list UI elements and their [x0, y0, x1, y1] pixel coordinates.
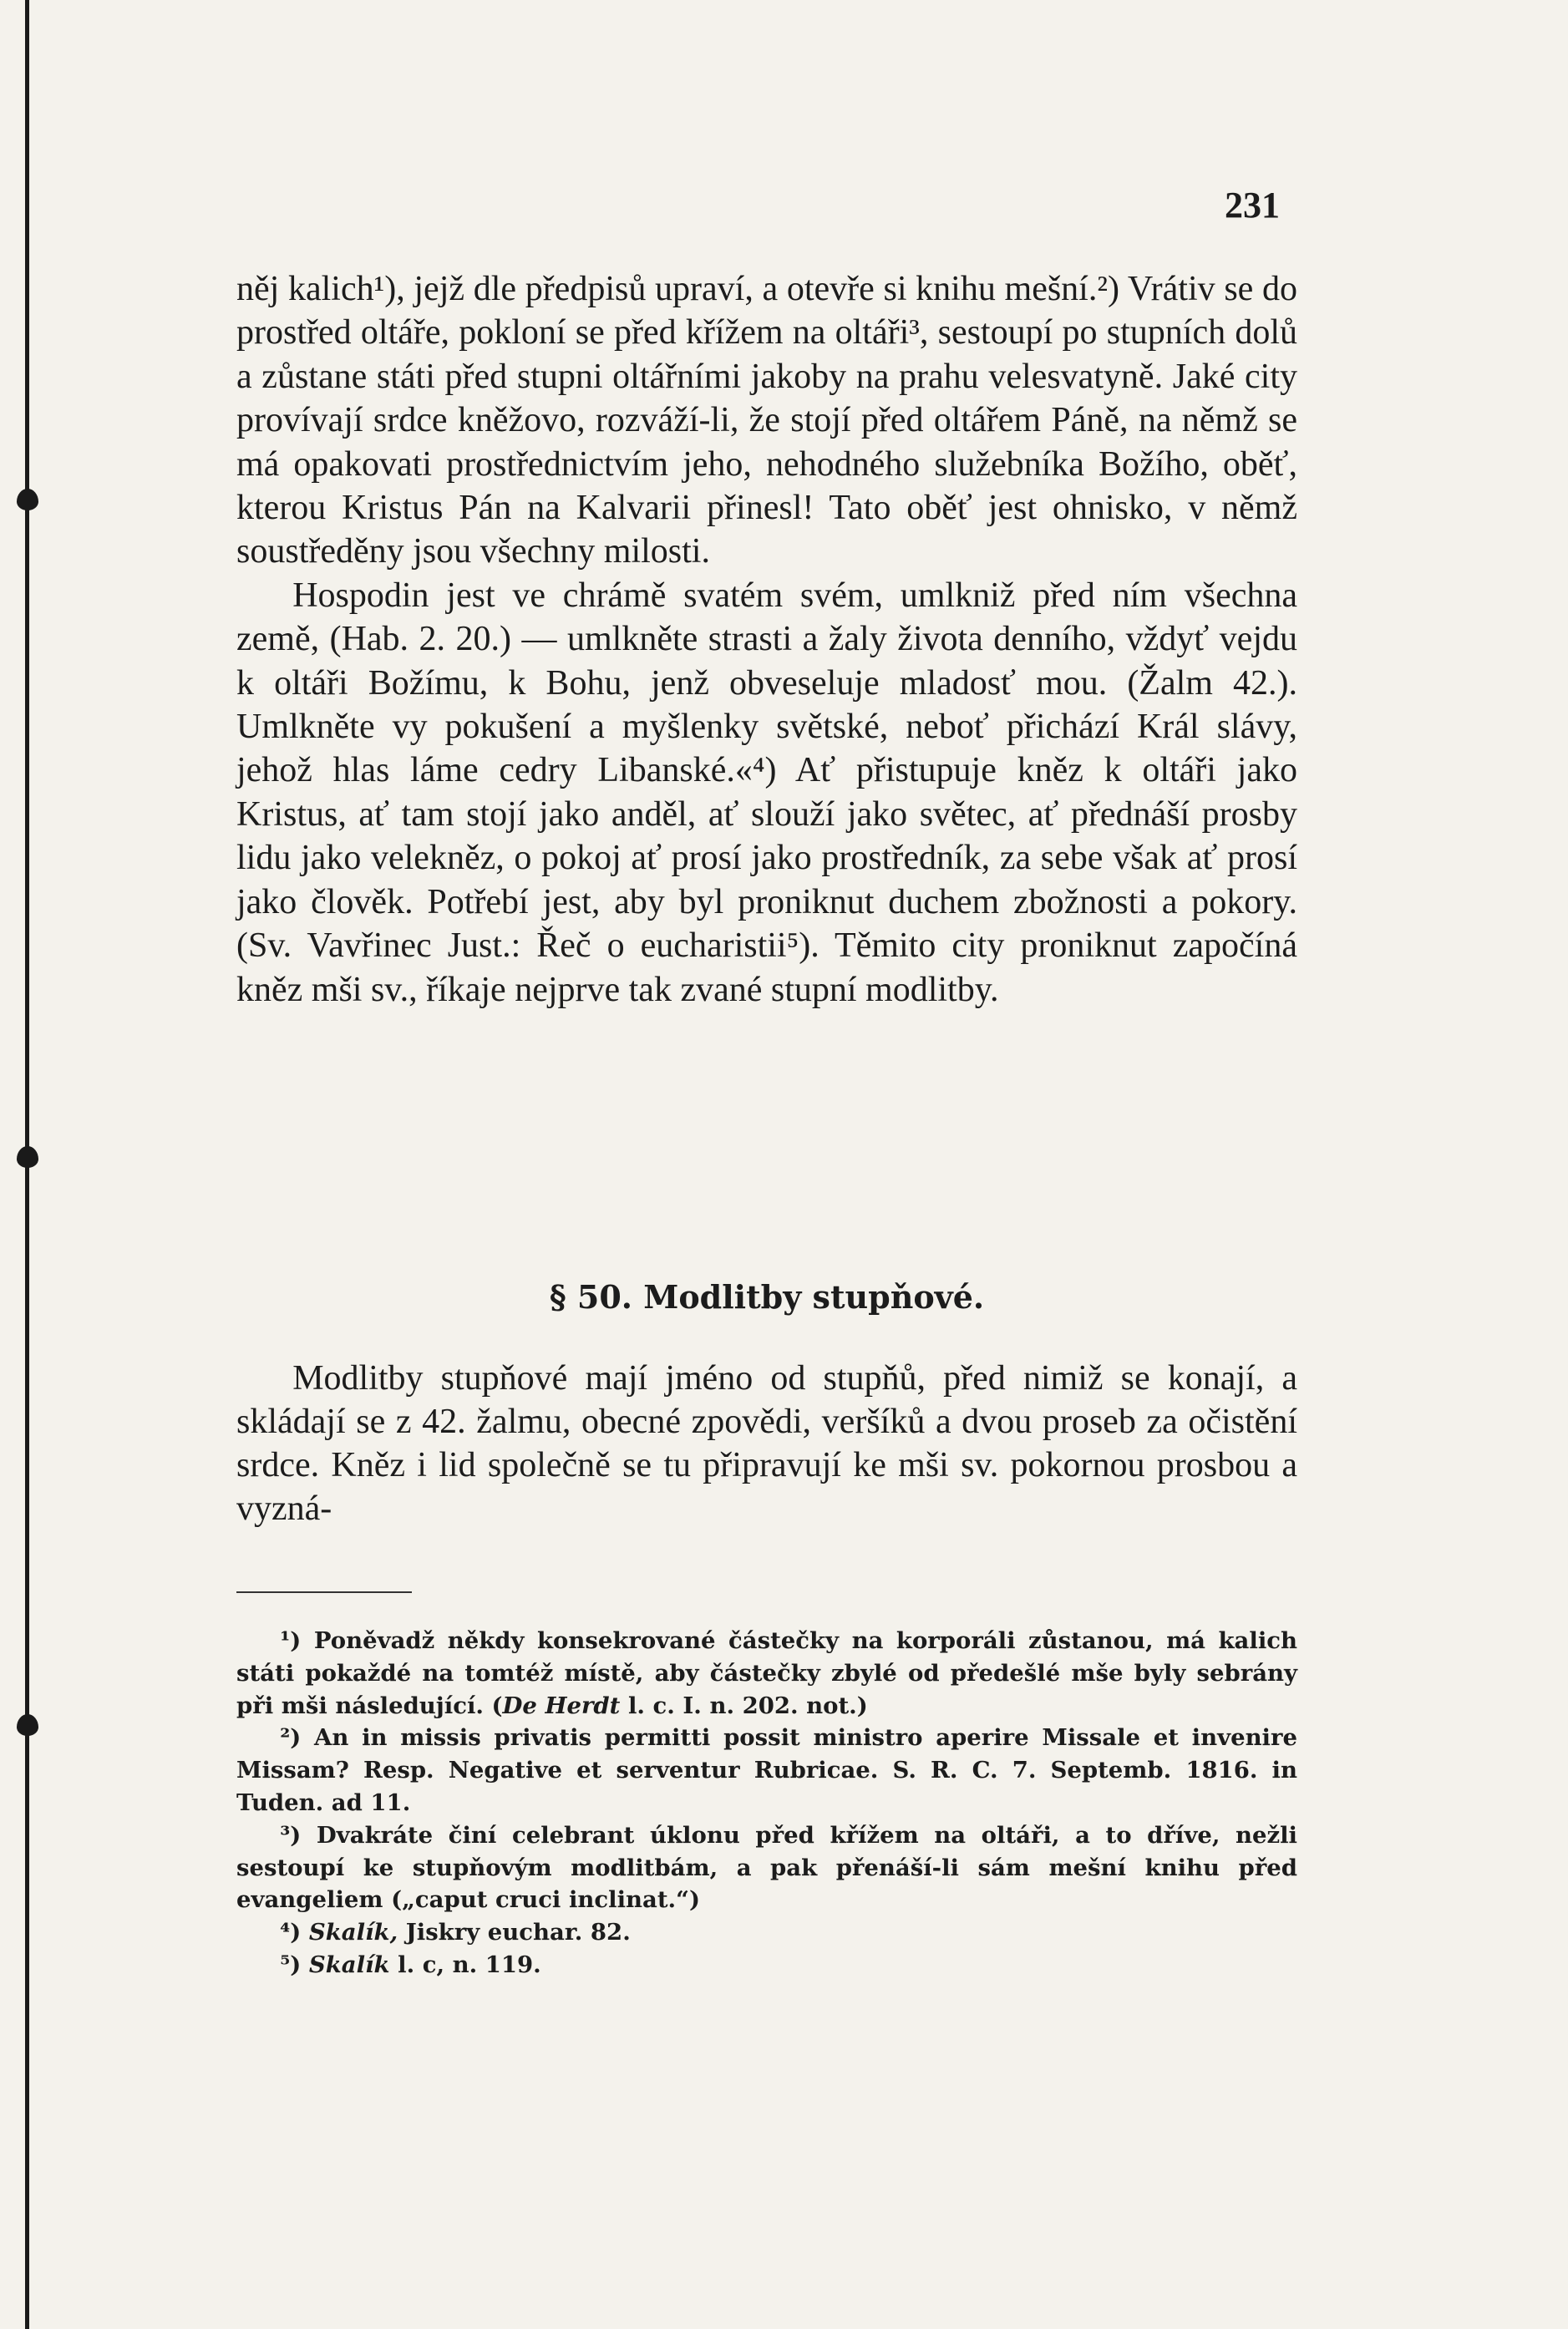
body-text: [236, 267, 1297, 1012]
footnote-text: An in missis privatis permitti possit ministro aperire Missale et invenire Missam? Resp. Negative et serventur Rubricae. S. R. C. 7. Septemb. 1816. in Tuden. ad 11.: [236, 1724, 1297, 1816]
footnote-ref: l. c. I. n. 202. not.): [620, 1692, 868, 1719]
footnote-text: Dvakráte činí celebrant úklonu před křížem na oltáři, a to dříve, nežli sestoupí ke stupňovým modlitbám, a pak přenáší-li sám mešní knihu před evangeliem („caput cruci inclinat.“): [236, 1821, 1297, 1914]
footnote-5: [236, 1949, 1297, 1981]
footnote-4: [236, 1916, 1297, 1949]
footnote-mark: ¹): [280, 1627, 302, 1654]
footnote-2: [236, 1722, 1297, 1819]
section-body: [236, 1357, 1297, 1530]
paragraph: Modlitby stupňové mají jméno od stupňů, před nimiž se konají, a skládají se z 42. žalmu, obecné zpovědi, veršíků a dvou proseb za očistění srdce. Kněz i lid společně se tu připravují ke mši sv. pokornou prosbou a vyzná-: [236, 1359, 1297, 1528]
footnote-mark: ²): [280, 1724, 302, 1752]
footnote-author: Skalík,: [308, 1919, 398, 1946]
paragraph: něj kalich¹), jejž dle předpisů upraví, a otevře si knihu mešní.²) Vrátiv se do prostřed oltáře, pokloní se před křížem na oltáři³, sestoupí po stupních dolů a zůstane státi před stupni oltářními jakoby na prahu velesvatyně. Jaké city provívají srdce kněžovo, rozváží-li, že stojí před oltářem Páně, na němž se má opakovati prostřednictvím jeho, nehodného služebníka Božího, oběť, kterou Kristus Pán na Kalvarii přinesl! Tato oběť jest ohnisko, v němž soustředěny jsou všechny milosti.: [236, 270, 1297, 571]
footnotes: [236, 1625, 1297, 1981]
footnote-text: l. c, n. 119.: [389, 1951, 541, 1978]
footnote-author: Skalík: [308, 1951, 390, 1978]
footnote-3: [236, 1819, 1297, 1916]
binding-hole-mark: [17, 1146, 38, 1168]
footnote-divider: [236, 1591, 412, 1593]
footnote-mark: ⁵): [280, 1951, 302, 1978]
binding-hole-mark: [17, 489, 38, 510]
footnote-author: De Herdt: [502, 1692, 621, 1719]
binding-hole-mark: [17, 1714, 38, 1736]
footnote-1: [236, 1625, 1297, 1722]
paragraph: Hospodin jest ve chrámě svatém svém, umlkniž před ním všechna země, (Hab. 2. 20.) — umlkněte strasti a žaly života denního, vždyť vejdu k oltáři Božímu, k Bohu, jenž obveseluje mladosť mou. (Žalm 42.). Umlkněte vy pokušení a myšlenky světské, neboť přichází Král slávy, jehož hlas láme cedry Libanské.«⁴) Ať přistupuje kněz k oltáři jako Kristus, ať tam stojí jako anděl, ať slouží jako světec, ať přednáší prosby lidu jako velekněz, o pokoj ať prosí jako prostředník, za sebe však ať prosí jako člověk. Potřebí jest, aby byl proniknut duchem zbožnosti a pokory. (Sv. Vavřinec Just.: Řeč o eucharistii⁵). Těmito city proniknut započíná kněz mši sv., říkaje nejprve tak zvané stupní modlitby.: [236, 576, 1297, 1009]
footnote-mark: ³): [280, 1821, 302, 1849]
footnote-text: Poněvadž někdy konsekrované částečky na korporáli zůstanou, má kalich státi pokaždé na tomtéž místě, aby částečky zbylé od předešlé mše byly sebrány při mši následující. (: [236, 1627, 1298, 1719]
footnote-text: Jiskry euchar. 82.: [398, 1919, 631, 1946]
page-number: 231: [1225, 185, 1280, 226]
footnote-mark: ⁴): [280, 1919, 302, 1946]
section-heading: § 50. Modlitby stupňové.: [549, 1278, 985, 1316]
